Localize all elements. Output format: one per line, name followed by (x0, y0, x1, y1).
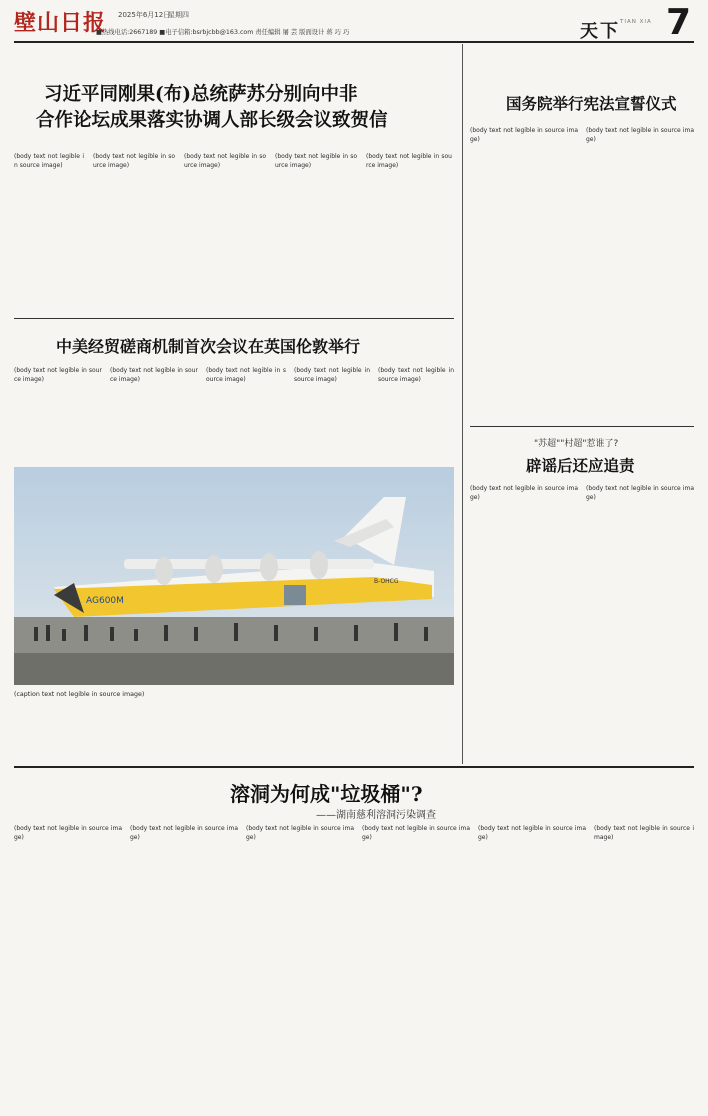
contact-line: ■热线电话:2667189 ■电子信箱:bsrbjcbb@163.com 责任编辑 屠 芸 版面设计 蒋 巧 巧 (96, 29, 350, 36)
photo-caption: (caption text not legible in source image) (14, 691, 145, 698)
article1-col4: (body text not legible in source image) (275, 153, 357, 170)
article1-bottom-rule (14, 318, 454, 319)
article5-col6: (body text not legible in source image) (594, 825, 694, 842)
article4-kicker: "苏超""村超"惹谁了? (534, 439, 619, 449)
article1-col3: (body text not legible in source image) (184, 153, 266, 170)
article5-col1: (body text not legible in source image) (14, 825, 122, 842)
amphibious-aircraft-photo (14, 467, 454, 685)
aircraft-illustration (14, 467, 454, 685)
article5-headline: 溶洞为何成"垃圾桶"? (230, 782, 423, 806)
page-number: 7 (666, 2, 692, 43)
newspaper-logo: 壁山日报 (14, 10, 107, 36)
article2-headline: 中美经贸磋商机制首次会议在英国伦敦举行 (56, 337, 361, 356)
article1-headline-line2: 合作论坛成果落实协调人部长级会议致贺信 (36, 110, 388, 131)
article5-col4: (body text not legible in source image) (362, 825, 470, 842)
lower-section-rule (14, 766, 694, 768)
article2-col1: (body text not legible in source image) (14, 367, 102, 384)
article2-col2: (body text not legible in source image) (110, 367, 198, 384)
article4-col1: (body text not legible in source image) (470, 485, 578, 502)
article4-headline: 辟谣后还应追责 (526, 456, 635, 475)
right-column-rule (462, 44, 463, 764)
issue-date: 2025年6月12日 (118, 11, 171, 19)
article3-headline: 国务院举行宪法宣誓仪式 (506, 94, 677, 113)
article1-col5: (body text not legible in source image) (366, 153, 452, 170)
article1-headline-line1: 习近平同刚果(布)总统萨苏分别向中非 (44, 84, 358, 105)
article1-col2: (body text not legible in source image) (93, 153, 175, 170)
article5-subhead: ——湖南慈利溶洞污染调查 (316, 810, 436, 821)
plane-label: AG600M (86, 596, 124, 606)
article4-col2: (body text not legible in source image) (586, 485, 694, 502)
article2-col5: (body text not legible in source image) (378, 367, 454, 384)
article1-col1: (body text not legible in source image) (14, 153, 84, 170)
article2-col4: (body text not legible in source image) (294, 367, 370, 384)
issue-weekday: 星期四 (168, 11, 189, 19)
article3-col2: (body text not legible in source image) (586, 127, 694, 144)
section-pinyin: TIAN XIA (620, 19, 652, 25)
article2-col3: (body text not legible in source image) (206, 367, 286, 384)
plane-registration: B-OHCG (374, 578, 399, 585)
article5-col3: (body text not legible in source image) (246, 825, 354, 842)
article3-col1: (body text not legible in source image) (470, 127, 578, 144)
section-title: 天下 (580, 21, 620, 42)
article3-bottom-rule (470, 426, 694, 427)
article5-col2: (body text not legible in source image) (130, 825, 238, 842)
masthead-rule (14, 41, 694, 43)
article5-col5: (body text not legible in source image) (478, 825, 586, 842)
